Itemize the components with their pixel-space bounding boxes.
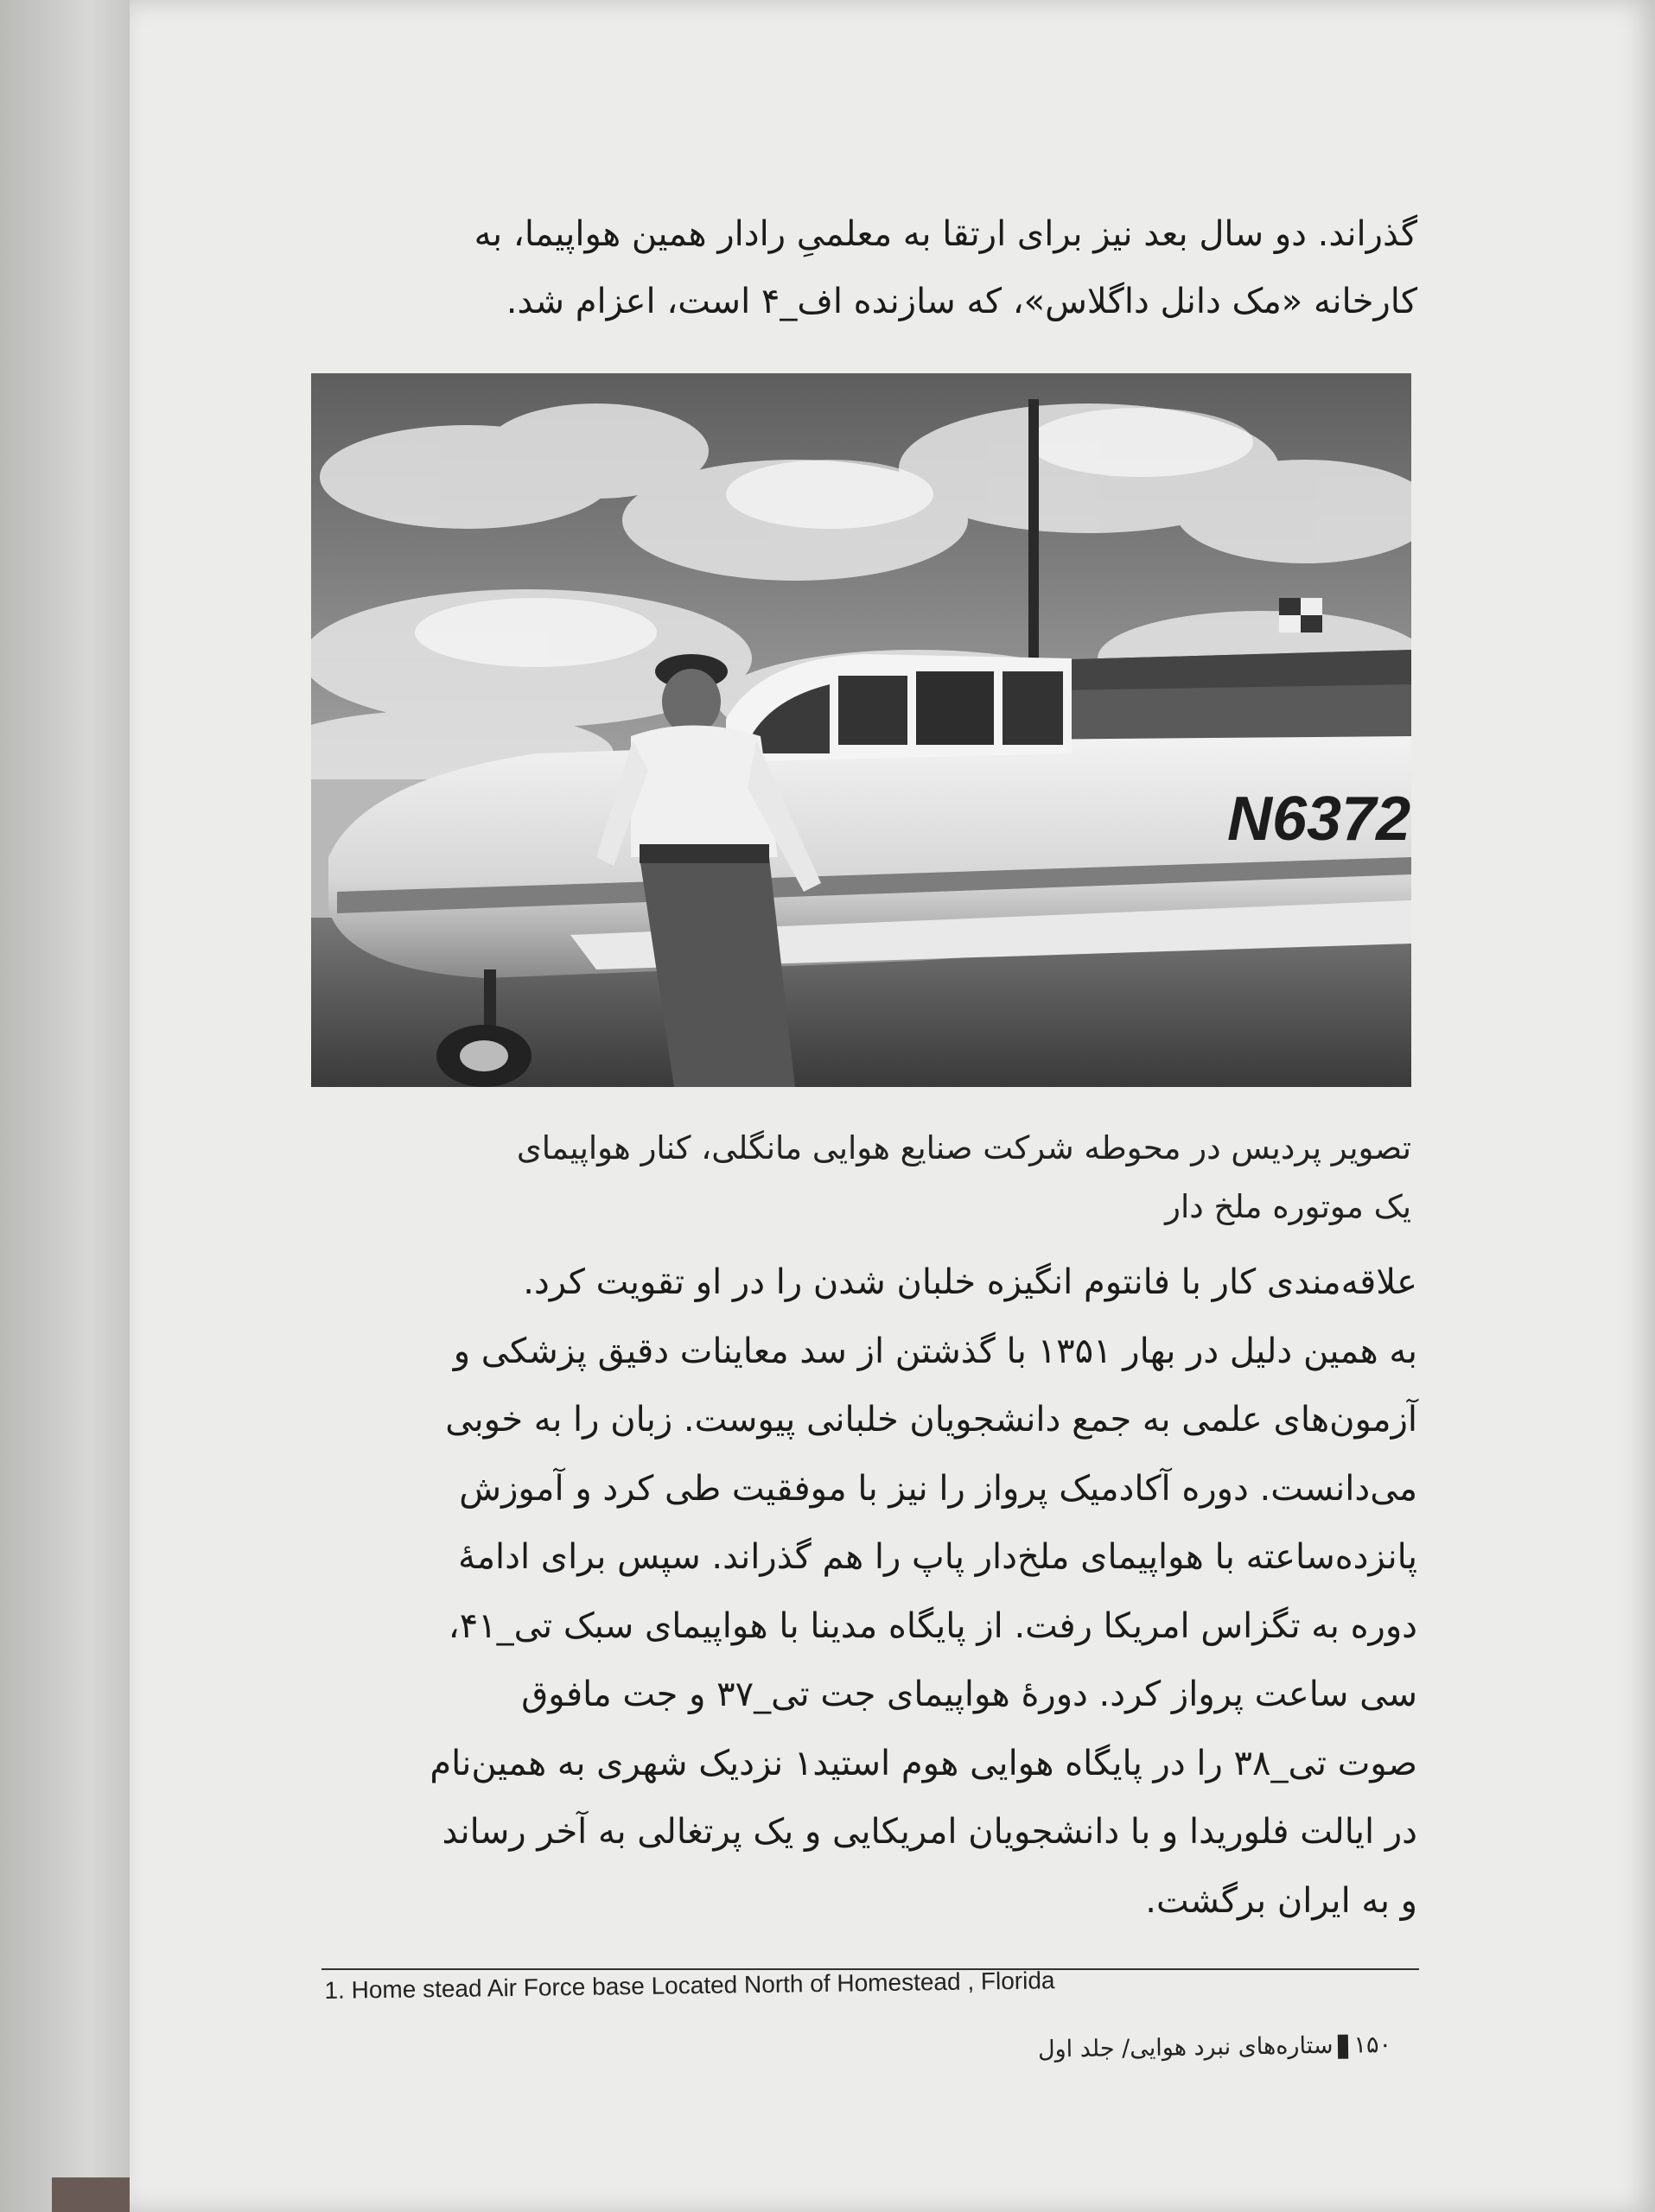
photo-caption bbox=[311, 1119, 1411, 1236]
text-line: در ایالت فلوریدا و با دانشجویان امریکایی و یک پرتغالی به آخر رساند bbox=[442, 1812, 1417, 1852]
airplane-photo bbox=[311, 373, 1411, 1087]
footnote: 1. Home stead Air Force base Located North of Homestead , Florida bbox=[324, 1967, 1055, 2004]
text-line: سی ساعت پرواز کرد. دورهٔ هواپیمای جت تی_۳۷ و جت مافوق bbox=[521, 1675, 1417, 1714]
page-number: ۱۵۰ bbox=[1353, 2031, 1392, 2059]
caption-line: یک موتوره ملخ دار bbox=[1165, 1188, 1411, 1225]
text-line: پانزده‌ساعته با هواپیمای ملخ‌دار پاپ را هم گذراند. سپس برای ادامهٔ bbox=[458, 1537, 1417, 1577]
registration-marking: N6372 bbox=[1227, 785, 1411, 854]
text-line: کارخانه «مک دانل داگلاس»، که سازنده اف_۴ است، اعزام شد. bbox=[506, 282, 1417, 321]
text-line: گذراند. دو سال بعد نیز برای ارتقا به معلمیِ رادار همین هواپیما، به bbox=[474, 214, 1417, 254]
page-footer bbox=[1011, 2028, 1392, 2068]
text-line: و به ایران برگشت. bbox=[1145, 1880, 1417, 1921]
running-title: ستاره‌های نبرد هوایی/ جلد اول bbox=[1037, 2031, 1334, 2063]
text-line: آزمون‌های علمی به جمع دانشجویان خلبانی پیوست. زبان را به خوبی bbox=[445, 1400, 1417, 1440]
text-line: صوت تی_۳۸ را در پایگاه هوایی هوم استید۱ نزدیک شهری به همین‌نام bbox=[430, 1743, 1417, 1783]
text-line: می‌دانست. دوره آکادمیک پرواز را نیز با موفقیت طی کرد و آموزش bbox=[459, 1468, 1417, 1509]
text-line: علاقه‌مندی کار با فانتوم انگیزه خلبان شدن را در او تقویت کرد. bbox=[523, 1262, 1417, 1302]
folio-bar bbox=[1338, 2034, 1348, 2058]
top-paragraph bbox=[311, 200, 1417, 335]
caption-line: تصویر پردیس در محوطه شرکت صنایع هوایی مانگلی، کنار هواپیمای bbox=[516, 1129, 1411, 1166]
body-paragraph bbox=[311, 1249, 1417, 1936]
text-line: به همین دلیل در بهار ۱۳۵۱ با گذشتن از سد معاینات دقیق پزشکی و bbox=[453, 1331, 1417, 1371]
book-spine-shadow bbox=[0, 0, 130, 2212]
text-line: دوره به تگزاس امریکا رفت. از پایگاه مدینا با هواپیمای سبک تی_۴۱، bbox=[448, 1605, 1417, 1646]
